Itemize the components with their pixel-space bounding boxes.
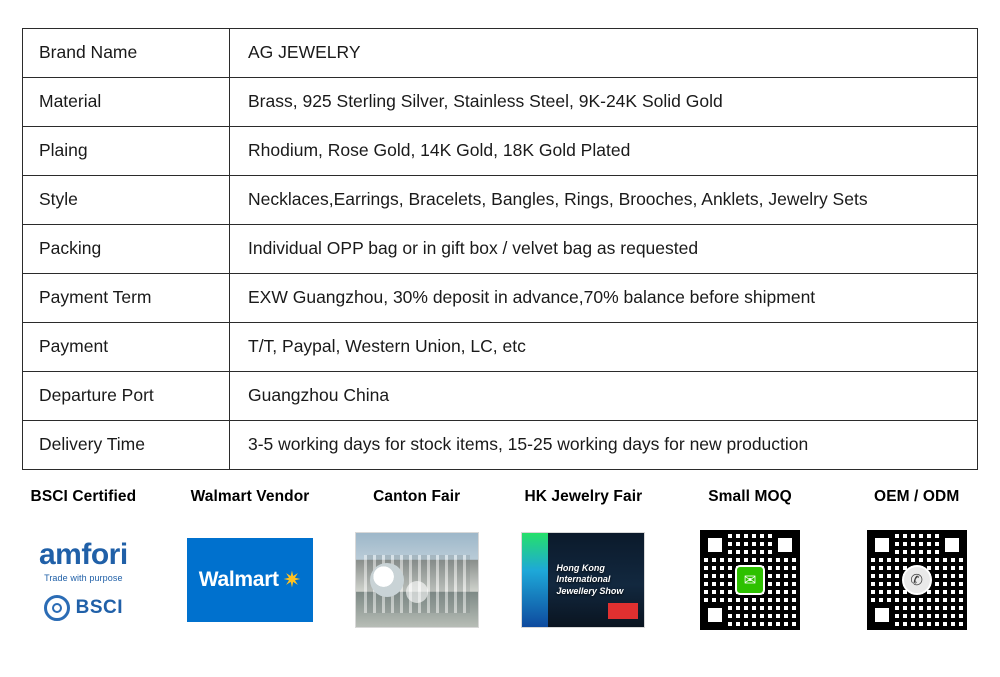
badge-bsci-certified	[0, 488, 167, 636]
badge-title-bsci: BSCI Certified	[30, 488, 137, 505]
walmart-spark-icon: ✷	[282, 567, 302, 592]
badge-title-small-moq: Small MOQ	[708, 488, 792, 505]
spec-value-brand-name: AG JEWELRY	[230, 29, 978, 78]
spec-label-packing: Packing	[23, 225, 230, 274]
wechat-icon: ✉	[735, 565, 765, 595]
table-row	[23, 421, 978, 470]
table-row	[23, 176, 978, 225]
specification-table-body	[23, 29, 978, 470]
table-row	[23, 274, 978, 323]
spec-label-style: Style	[23, 176, 230, 225]
qr-code-image-wechat[interactable]	[698, 528, 802, 632]
hk-jewelry-show-photo	[518, 524, 648, 636]
spec-value-plaing: Rhodium, Rose Gold, 14K Gold, 18K Gold Plated	[230, 127, 978, 176]
table-row	[23, 225, 978, 274]
canton-fair-venue-image	[355, 532, 479, 628]
credentials-strip	[0, 488, 1000, 636]
bsci-lockup	[44, 595, 123, 621]
table-row	[23, 372, 978, 421]
badge-walmart-vendor	[167, 488, 334, 636]
whatsapp-icon: ✆	[902, 565, 932, 595]
canton-fair-photo	[352, 524, 482, 636]
table-row	[23, 323, 978, 372]
badge-oem-odm	[833, 488, 1000, 636]
table-row	[23, 78, 978, 127]
table-row	[23, 127, 978, 176]
spec-label-material: Material	[23, 78, 230, 127]
bsci-wordmark: BSCI	[75, 596, 124, 618]
spec-value-style: Necklaces,Earrings, Bracelets, Bangles, Rings, Brooches, Anklets, Jewelry Sets	[230, 176, 978, 225]
spec-value-payment-term: EXW Guangzhou, 30% deposit in advance,70% balance before shipment	[230, 274, 978, 323]
amfori-logo	[18, 528, 148, 632]
hk-jewelry-show-image	[521, 532, 645, 628]
badge-title-canton-fair: Canton Fair	[373, 488, 461, 505]
spec-label-plaing: Plaing	[23, 127, 230, 176]
badge-title-hk-jewelry-fair: HK Jewelry Fair	[524, 488, 643, 505]
spec-value-payment: T/T, Paypal, Western Union, LC, etc	[230, 323, 978, 372]
bsci-swirl-icon	[44, 595, 70, 621]
badge-title-walmart: Walmart Vendor	[190, 488, 310, 505]
walmart-logo	[185, 524, 315, 636]
qr-finder-bottom-left	[869, 602, 895, 628]
badge-hk-jewelry-fair	[500, 488, 667, 636]
walmart-wordmark: Walmart	[198, 568, 279, 591]
specification-table	[22, 28, 978, 470]
spec-value-delivery-time: 3-5 working days for stock items, 15-25 working days for new production	[230, 421, 978, 470]
amfori-wordmark: amfori	[38, 537, 128, 571]
hk-show-caption: Hong Kong International Jewellery Show	[556, 563, 624, 596]
spec-label-payment-term: Payment Term	[23, 274, 230, 323]
spec-value-material: Brass, 925 Sterling Silver, Stainless Steel, 9K-24K Solid Gold	[230, 78, 978, 127]
badge-small-moq	[667, 488, 834, 636]
spec-value-departure-port: Guangzhou China	[230, 372, 978, 421]
badge-title-oem-odm: OEM / ODM	[874, 488, 960, 505]
qr-finder-bottom-left	[702, 602, 728, 628]
spec-label-delivery-time: Delivery Time	[23, 421, 230, 470]
spec-label-payment: Payment	[23, 323, 230, 372]
qr-code-image-whatsapp[interactable]	[865, 528, 969, 632]
walmart-logo-tile	[187, 538, 313, 622]
badge-canton-fair	[333, 488, 500, 636]
spec-value-packing: Individual OPP bag or in gift box / velvet bag as requested	[230, 225, 978, 274]
wechat-qr-code[interactable]	[685, 524, 815, 636]
whatsapp-qr-code[interactable]	[852, 524, 982, 636]
spec-label-brand-name: Brand Name	[23, 29, 230, 78]
spec-label-departure-port: Departure Port	[23, 372, 230, 421]
amfori-tagline: Trade with purpose	[44, 572, 123, 583]
table-row	[23, 29, 978, 78]
amfori-bsci-logo	[18, 524, 148, 636]
